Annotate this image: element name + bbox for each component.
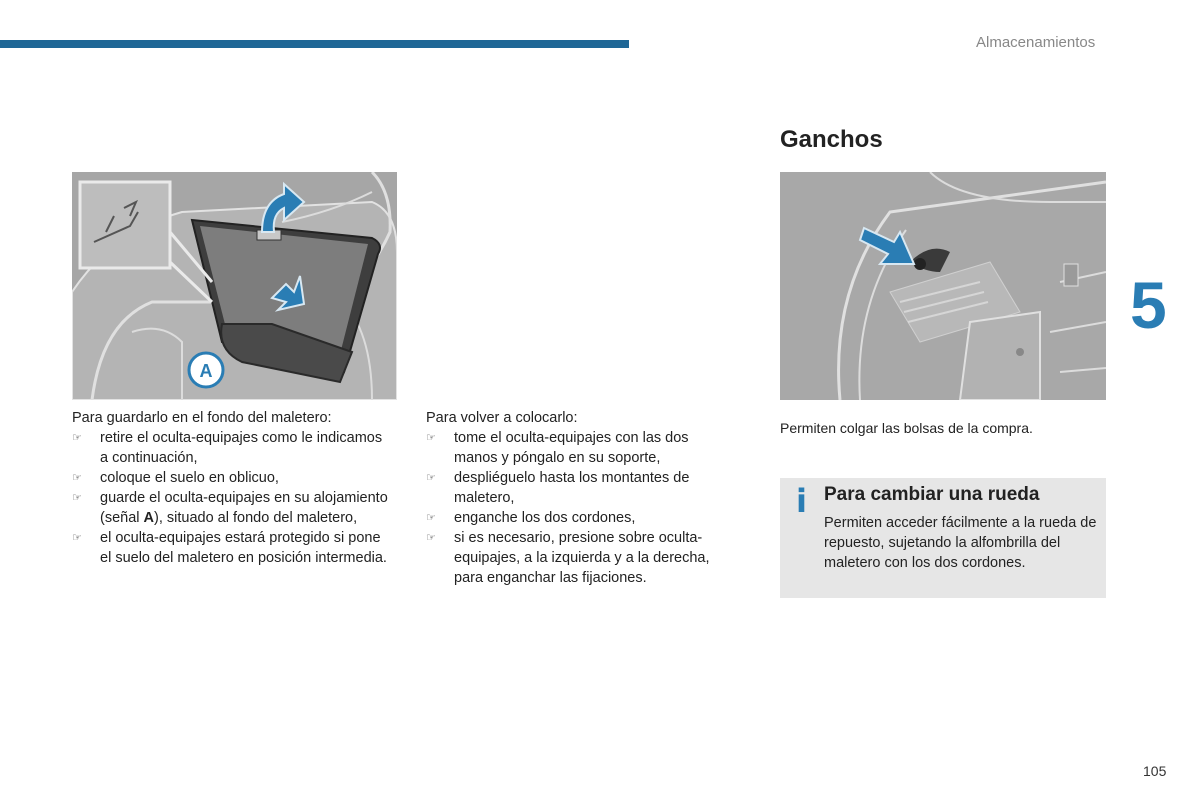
chapter-number: 5 (1130, 268, 1167, 342)
list-item (72, 428, 392, 468)
info-body: Permiten acceder fácilmente a la rueda de repuesto, sujetando la alfombrilla del maletero con los dos cordones. (824, 515, 1097, 571)
list-item (426, 528, 736, 588)
list-item (72, 488, 392, 528)
pointing-hand-icon: ☞ (426, 512, 436, 524)
storing-intro: Para guardarlo en el fondo del maletero: (72, 410, 332, 426)
storing-instructions (72, 408, 392, 568)
pointing-hand-icon: ☞ (426, 432, 436, 444)
info-box (780, 478, 1106, 598)
list-item (426, 508, 736, 528)
step-text: retire el oculta-equipajes como le indicamos a continuación, (100, 430, 383, 466)
pointing-hand-icon: ☞ (426, 532, 436, 544)
marker-reference: A (143, 510, 155, 526)
info-title: Para cambiar una rueda (824, 484, 1040, 505)
pointing-hand-icon: ☞ (72, 532, 82, 544)
step-text: coloque el suelo en oblicuo, (100, 470, 279, 486)
storing-steps (72, 428, 392, 568)
refitting-steps (426, 428, 736, 588)
hooks-heading: Ganchos (780, 126, 883, 153)
pointing-hand-icon: ☞ (72, 432, 82, 444)
step-text: despliéguelo hasta los montantes de maletero, (454, 470, 690, 506)
page-number: 105 (1143, 763, 1167, 779)
list-item (426, 468, 736, 508)
pointing-hand-icon: ☞ (72, 492, 82, 504)
header-accent-bar (0, 40, 629, 48)
step-text-before: guarde el oculta-equipajes en su alojamiento (señal (100, 490, 388, 526)
section-title: Almacenamientos (976, 34, 1096, 51)
list-item (72, 528, 392, 568)
step-text: enganche los dos cordones, (454, 510, 636, 526)
step-text: tome el oculta-equipajes con las dos manos y póngalo en su soporte, (454, 430, 689, 466)
pointing-hand-icon: ☞ (426, 472, 436, 484)
marker-a-label: A (199, 361, 213, 381)
refitting-intro: Para volver a colocarlo: (426, 410, 578, 426)
hooks-illustration (780, 172, 1106, 400)
step-text-after: ), situado al fondo del maletero, (154, 510, 358, 526)
hooks-caption: Permiten colgar las bolsas de la compra. (780, 420, 1033, 436)
pointing-hand-icon: ☞ (72, 472, 82, 484)
refitting-instructions (426, 408, 736, 588)
step-text: si es necesario, presione sobre oculta-equipajes, a la izquierda y a la derecha, para enganchar las fijaciones. (454, 530, 710, 586)
step-text: el oculta-equipajes estará protegido si pone el suelo del maletero en posición intermedia. (100, 530, 387, 566)
luggage-cover-illustration (72, 172, 397, 400)
list-item (426, 428, 736, 468)
list-item (72, 468, 392, 488)
info-icon: i (796, 482, 807, 520)
